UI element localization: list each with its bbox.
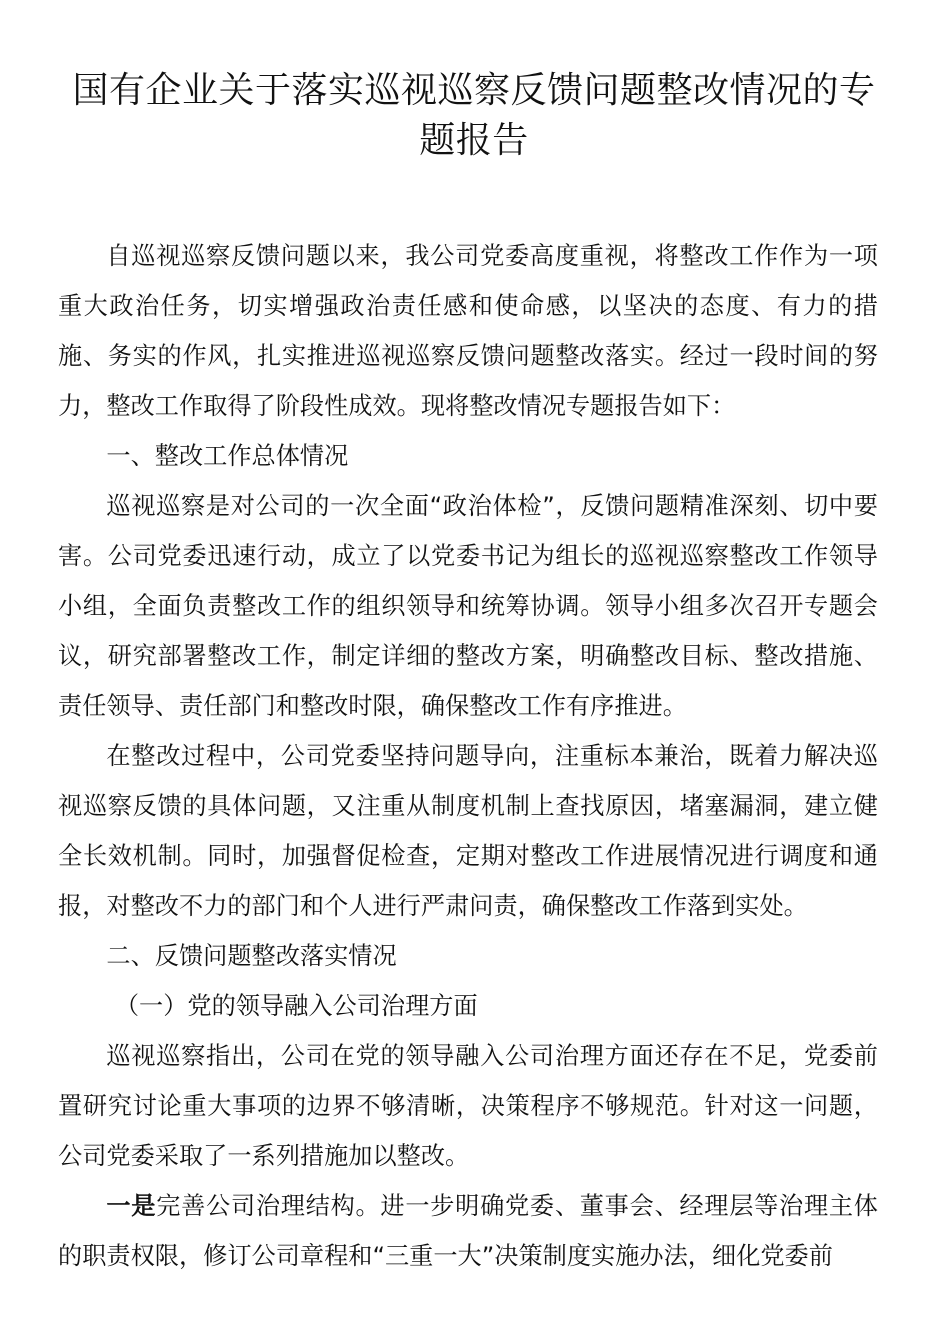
measure-1-lead: 一是 (106, 1192, 157, 1220)
section2-sub1-paragraph-1: 巡视巡察指出，公司在党的领导融入公司治理方面还存在不足，党委前置研究讨论重大事项的边界不够清晰，决策程序不够规范。针对这一问题，公司党委采取了一系列措施加以整改。 (58, 1042, 878, 1170)
section1-heading: 一、整改工作总体情况 (106, 442, 349, 470)
intro-paragraph: 自巡视巡察反馈问题以来，我公司党委高度重视，将整改工作作为一项重大政治任务，切实增强政治责任感和使命感，以坚决的态度、有力的措施、务实的作风，扎实推进巡视巡察反馈问题整改落实。经过一段时间的努力，整改工作取得了阶段性成效。现将整改情况专题报告如下： (58, 242, 878, 420)
measure-1-text: 完善公司治理结构。进一步明确党委、董事会、经理层等治理主体的职责权限，修订公司章程和“三重一大”决策制度实施办法，细化党委前 (58, 1192, 878, 1270)
document-title: 国有企业关于落实巡视巡察反馈问题整改情况的专题报告 (72, 70, 876, 161)
section1-paragraph-1: 巡视巡察是对公司的一次全面“政治体检”，反馈问题精准深刻、切中要害。公司党委迅速行动，成立了以党委书记为组长的巡视巡察整改工作领导小组，全面负责整改工作的组织领导和统筹协调。领导小组多次召开专题会议，研究部署整改工作，制定详细的整改方案，明确整改目标、整改措施、责任领导、责任部门和整改时限，确保整改工作有序推进。 (58, 492, 878, 720)
section1-paragraph-2: 在整改过程中，公司党委坚持问题导向，注重标本兼治，既着力解决巡视巡察反馈的具体问题，又注重从制度机制上查找原因，堵塞漏洞，建立健全长效机制。同时，加强督促检查，定期对整改工作进展情况进行调度和通报，对整改不力的部门和个人进行严肃问责，确保整改工作落到实处。 (58, 742, 878, 920)
measure-1-paragraph (58, 1181, 878, 1281)
document-body (58, 231, 878, 1281)
section2-heading: 二、反馈问题整改落实情况 (106, 942, 397, 970)
section2-subheading-1: （一）党的领导融入公司治理方面 (114, 992, 478, 1020)
